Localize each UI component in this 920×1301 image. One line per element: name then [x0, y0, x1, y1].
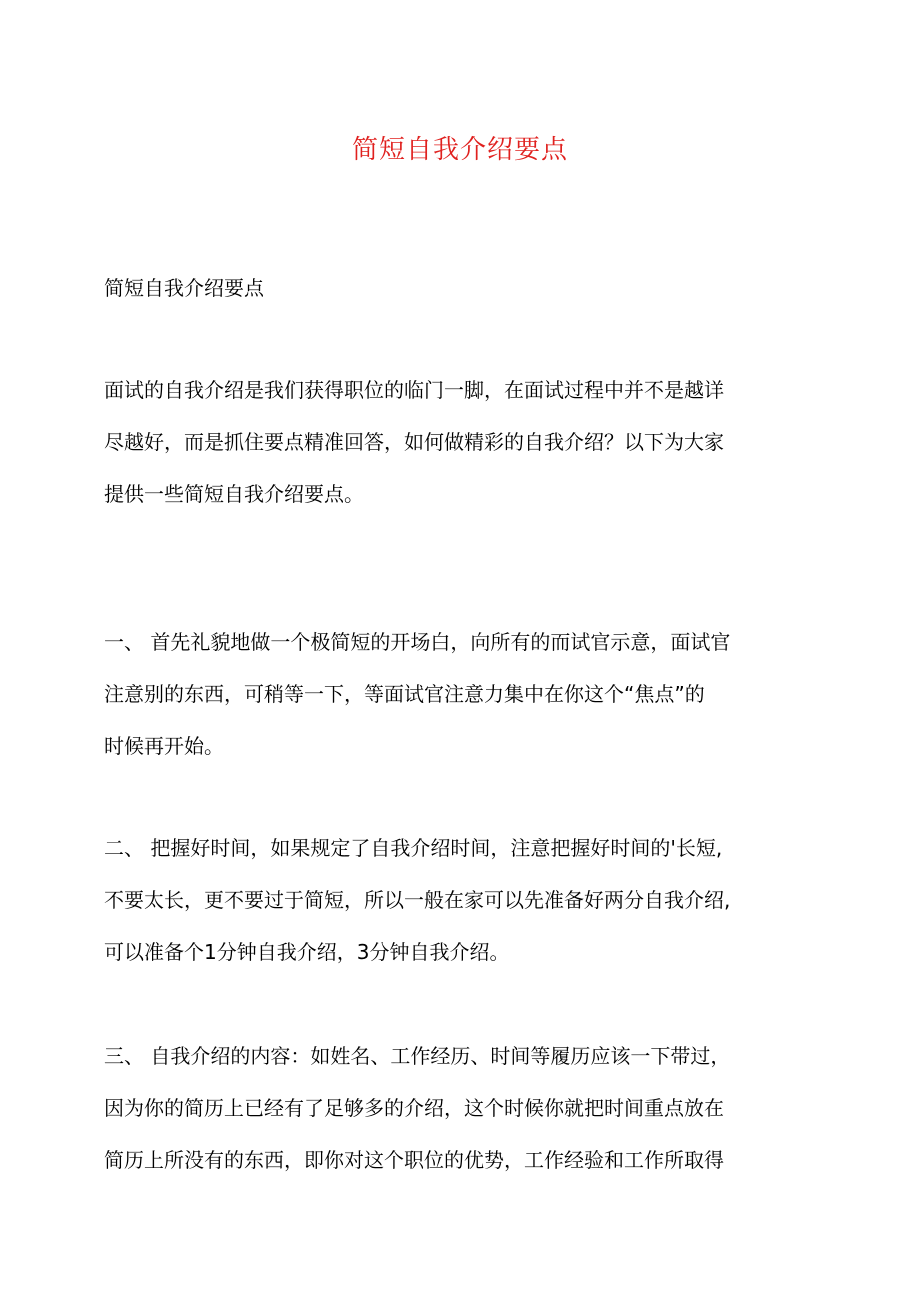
- paragraph-line: 不要太长，更不要过于简短，所以一般在家可以先准备好两分自我介绍,: [104, 888, 731, 912]
- paragraph-line: 二、 把握好时间，如果规定了自我介绍时间，注意把握好时间的'长短,: [104, 836, 723, 860]
- point-one-paragraph: [104, 616, 794, 772]
- document-title: 简短自我介绍要点: [351, 135, 568, 165]
- paragraph-line: 注意别的东西，可稍等一下，等面试官注意力集中在你这个“焦点”的: [104, 682, 705, 706]
- paragraph-line: 可以准备个1分钟自我介绍，3分钟自我介绍。: [104, 940, 510, 964]
- paragraph-line: 简历上所没有的东西，即你对这个职位的优势，工作经验和工作所取得: [104, 1148, 724, 1172]
- point-three-paragraph: [104, 1030, 794, 1186]
- paragraph-line: 提供一些简短自我介绍要点。: [104, 482, 364, 506]
- paragraph-line: 因为你的简历上已经有了足够多的介绍，这个时候你就把时间重点放在: [104, 1096, 724, 1120]
- paragraph-line: 一、 首先礼貌地做一个极简短的开场白，向所有的而试官示意，面试官: [104, 630, 731, 654]
- point-two-paragraph: [104, 822, 794, 978]
- intro-paragraph: [104, 364, 794, 520]
- paragraph-line: 三、 自我介绍的内容：如姓名、工作经历、时间等履历应该一下带过，: [104, 1044, 731, 1068]
- paragraph-line: 时候再开始。: [104, 734, 224, 758]
- paragraph-line: 面试的自我介绍是我们获得职位的临门一脚，在面试过程中并不是越详: [104, 378, 724, 402]
- document-subtitle: 简短自我介绍要点: [104, 276, 264, 300]
- paragraph-line: 尽越好，而是抓住要点精准回答，如何做精彩的自我介绍？以下为大家: [104, 430, 724, 454]
